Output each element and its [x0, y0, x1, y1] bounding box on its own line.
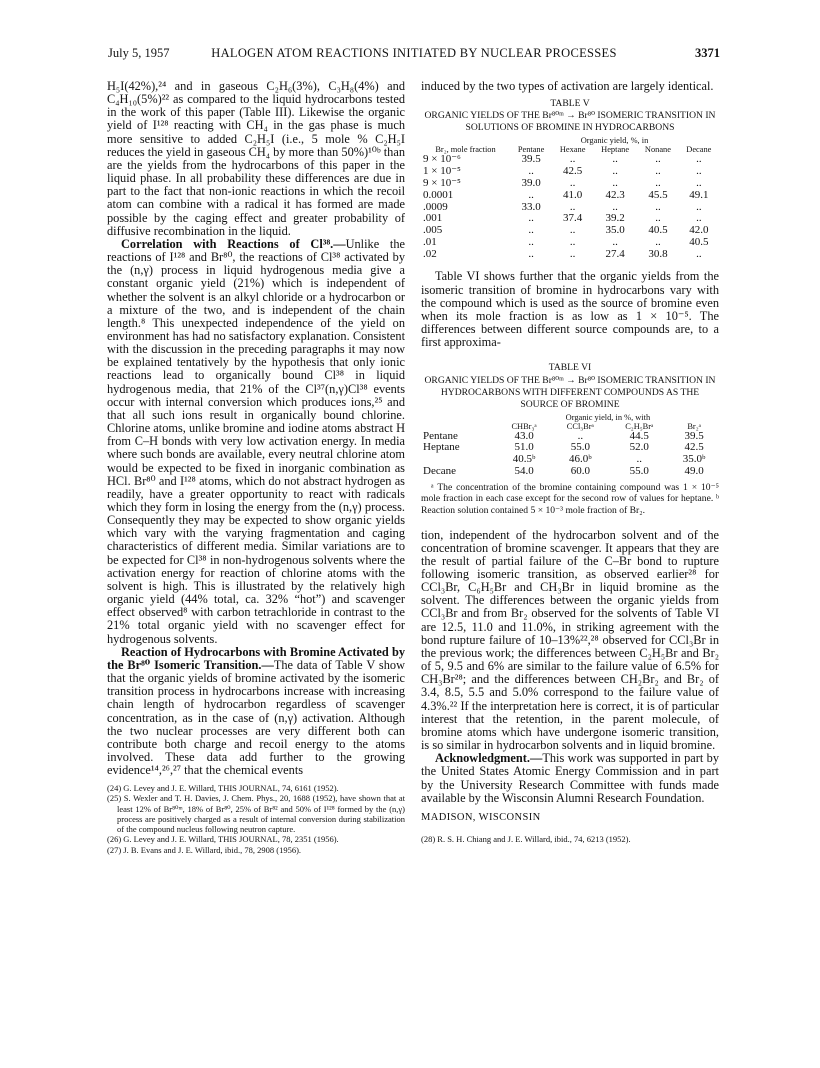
table-cell: .02	[423, 247, 437, 260]
left-column	[107, 80, 405, 855]
table-cell: ..	[655, 165, 661, 178]
paragraph-text: Unlike the reactions of I¹²⁸ and Br⁸⁰, the reactions of Cl³⁸ activated by the (n,γ) process in liquid hydrogenous media give a constant organic yield (21%) which is independent of whether the solvent is an alkyl chloride or a hydrocarbon or a mixture of the two, and is independent of the chain length.⁸ This unexpected independence of the yield on environment has had no satisfactory explanation. Consistent with the discussion in the preceding paragraphs it may now be explained tentatively by the hypothesis that only ionic reactions lead to organically bound Cl³⁸ in liquid hydrogenous media, that 21% of the Cl³⁷(n,γ)Cl³⁸ events occur with internal conversion which produces ions,²⁵ and that all such ions result in organically bound chlorine. Chlorine atoms, unlike bromine and iodine atoms abstract H from C–H bonds with very low activation energy. In media where such bonds are available, every neutral chlorine atom would be expected to be fixed in inorganic combination as HCl. Br⁸⁰ and I¹²⁸ atoms, which do not abstract hydrogen as readily, have a greater opportunity to react with radicals which they form in losing the energy from the (n,γ) process. Consequently they may be expected to show organic yields which vary with the varying fragmentation and caging characteristics of different media. Similar variations are to be expected for Cl³⁸ in non-hydrogenous solvents where the activation energy for reaction of chlorine atoms with the solvent is high. This is illustrated by the relatively high organic yield (44% total, ca. 32% “hot”) and scavenger effect observed⁸ with carbon tetrachloride in contrast to the 21% total organic yield with no scavenger effect for hydrogenous solvents.	[107, 236, 405, 646]
paragraph-text: The data of Table V show that the organic yields of bromine activated by the isomeric transition process in hydrocarbons increase with increasing chain length of hydrocarbon regardless of scavenger concentration, as in the case of (n,γ) activation. Although the two nuclear processes are very different both can contribute both charge and recoil energy to the atoms involved. These data add further to the growing evidence¹⁴,²⁶,²⁷ that the chemical events	[107, 657, 405, 778]
table-header	[421, 136, 510, 145]
table-cell: 1 × 10⁻⁵	[423, 165, 461, 178]
table-group-header: Organic yield, %, in	[580, 136, 649, 146]
table-title: ORGANIC YIELDS OF THE Br⁸⁰ᵐ → Br⁸⁰ ISOMERIC TRANSITION IN SOLUTIONS OF BROMINE IN HYDROCARBONS	[424, 110, 716, 134]
table-cell: 37.4	[563, 212, 583, 225]
table-cell: 35.0	[605, 224, 625, 237]
table-note: ᵃ The concentration of the bromine containing compound was 1 × 10⁻⁵ mole fraction in each case except for the second row of values for heptane. ᵇ Reaction solution contained 5 × 10⁻³ mole fraction of Br₂.	[421, 481, 719, 516]
table-cell: ..	[612, 200, 618, 213]
table-header: Hexane	[559, 145, 586, 155]
table-cell: .0009	[423, 200, 448, 213]
table-cell: ..	[696, 212, 702, 225]
table-cell: ..	[655, 235, 661, 248]
section-heading: Acknowledgment.—	[435, 751, 543, 766]
table-cell: .005	[423, 224, 443, 237]
table-cell: ..	[528, 235, 534, 248]
table-row	[421, 454, 719, 466]
table-cell: 39.0	[521, 176, 541, 189]
footnote: (27) J. B. Evans and J. E. Willard, ibid., 78, 2908 (1956).	[107, 844, 302, 855]
table-row	[421, 178, 719, 190]
table-title: ORGANIC YIELDS OF THE Br⁸⁰ᵐ → Br⁸⁰ ISOMERIC TRANSITION IN HYDROCARBONS WITH DIFFERENT COMPOUNDS AS THE SOURCE OF BROMINE	[424, 374, 716, 410]
footnote: (26) G. Levey and J. E. Willard, THIS JOURNAL, 78, 2351 (1956).	[107, 834, 339, 845]
table-cell: 42.5	[563, 165, 583, 178]
running-header	[108, 46, 720, 62]
header-title: HALOGEN ATOM REACTIONS INITIATED BY NUCLEAR PROCESSES	[211, 46, 617, 60]
paragraph: H₅I(42%),²⁴ and in gaseous C₂H₆(3%), C₃H₈(4%) and C₄H₁₀(5%)²² as compared to the liquid hydrocarbons tested in the work of this paper (Table III). Likewise the organic yield of I¹²⁸ reacting with CH₄ in the gas phase is much more sensitive to added C₂H₅I (i.e., 5 mole % C₂H₅I reduces the yield in gaseous CH₄ by more than 50%)¹⁰ᵇ than are the yields from the hydrocarbons of this paper in the liquid phase. In all probability these differences are due in part to the fact that non-ionic reactions in which the recoil atom can combine with a radical it has formed are made possible by the caging effect and greater probability of diffusive recombination in the liquid.	[107, 79, 405, 238]
table-header: Br₂ᵃ	[687, 421, 701, 431]
table-cell: 49.0	[684, 464, 704, 477]
table-cell: ..	[577, 429, 584, 442]
table-cell: 9 × 10⁻⁶	[423, 153, 461, 166]
table-cell: 44.5	[629, 429, 649, 442]
table-header: Br₂, mole fraction	[435, 145, 496, 155]
table-cell: 35.0ᵇ	[682, 453, 706, 466]
affiliation	[421, 811, 719, 824]
table-header	[421, 413, 497, 422]
table-cell: ..	[696, 247, 702, 260]
table-group-header: Organic yield, in %, with	[565, 412, 651, 422]
table-cell: ..	[612, 153, 618, 166]
table-cell: 52.0	[629, 441, 649, 454]
table-cell: 39.5	[684, 429, 704, 442]
paragraph: induced by the two types of activation are largely identical.	[421, 79, 714, 93]
table-cell: 55.0	[570, 441, 590, 454]
table-cell: 0.0001	[423, 188, 454, 201]
table-cell: ..	[655, 200, 661, 213]
footnote: (28) R. S. H. Chiang and J. E. Willard, ibid., 74, 6213 (1952).	[421, 833, 631, 844]
table-cell: 42.0	[689, 224, 709, 237]
table-caption: TABLE VI	[548, 362, 592, 374]
footnotes	[107, 783, 405, 854]
footnote: (24) G. Levey and J. E. Willard, THIS JOURNAL, 74, 6161 (1952).	[107, 783, 339, 794]
table-header: Heptane	[601, 145, 630, 155]
table-cell: ..	[569, 224, 576, 237]
table-cell: 41.0	[563, 188, 583, 201]
table-cell: 39.2	[605, 212, 625, 225]
paragraph: tion, independent of the hydrocarbon solvent and of the concentration of bromine scavenger. It appears that they are the result of partial failure of the C–Br bond to rupture following isomeric transition, as observed earlier²⁸ for CCl₃Br, C₆H₅Br and CH₃Br in liquid bromine as the solvent. The differences between the organic yields from CCl₃Br and from Br₂ observed for the solvents of Table VI are 12.5, 11.0 and 11.0%, in striking agreement with the bond rupture failure of 10–13%²²,²⁸ observed for CCl₃Br in the previous work; the differences between C₂H₅Br and Br₂ of 5, 9.5 and 6% are similar to the failure value of 6.5% for CH₃Br²⁸; and the differences between CH₂Br₂ and Br₂ of 3.4, 8.5, 5.5 and 5.0% correspond to the failure value of 4.3%.²² If the interpretation here is correct, it is of particular interest that the retention, in the parent molecule, of bromine atoms which have undergone isomeric transition, is so similar in hydrocarbon solvents and in liquid bromine.	[421, 527, 719, 753]
table-cell: ..	[636, 453, 643, 466]
table-cell: 43.0	[514, 429, 534, 442]
table-cell: ..	[612, 176, 618, 189]
table-cell: ..	[569, 153, 576, 166]
table-cell: 51.0	[514, 441, 534, 454]
table-cell: 42.5	[684, 441, 704, 454]
table-cell: 60.0	[570, 464, 590, 477]
table-cell: .001	[423, 212, 443, 225]
table-caption: TABLE V	[550, 98, 590, 110]
table-cell: 30.8	[648, 247, 668, 260]
table-cell: ..	[528, 212, 534, 225]
table-cell: ..	[696, 176, 702, 189]
page-number: 3371	[695, 46, 720, 60]
table-cell: ..	[696, 200, 702, 213]
paragraph	[107, 238, 405, 646]
table-cell: 46.0ᵇ	[568, 453, 592, 466]
table-header: CHBr₃ᵃ	[511, 421, 537, 431]
table-cell: 45.5	[648, 188, 668, 201]
table-cell: 27.4	[605, 247, 625, 260]
table-cell: ..	[528, 247, 534, 260]
footnotes	[421, 834, 719, 844]
table-row	[421, 249, 719, 261]
paragraph	[107, 646, 405, 778]
table-cell: ..	[655, 153, 661, 166]
right-column	[421, 80, 719, 844]
table-cell: ..	[569, 235, 576, 248]
section-heading: Correlation with Reactions of Cl³⁸.—	[121, 236, 346, 251]
table-cell: ..	[528, 165, 534, 178]
table-header: Decane	[686, 145, 712, 155]
table-header: CCl₃Brᵃ	[566, 421, 594, 431]
table-cell: Heptane	[423, 441, 460, 454]
table-cell: 55.0	[629, 464, 649, 477]
table-row	[421, 466, 719, 478]
table-cell: .01	[423, 235, 437, 248]
header-date: July 5, 1957	[108, 46, 170, 60]
table-cell: Pentane	[423, 429, 458, 442]
table-cell: ..	[569, 176, 576, 189]
table-cell: ..	[655, 212, 661, 225]
table-header: Nonane	[644, 145, 671, 155]
paragraph: Table VI shows further that the organic yields from the isomeric transition of bromine in hydrocarbons vary with the compound which is used as the source of bromine even when its mole fraction is as low as 1 × 10⁻⁵. The differences between different source compounds are, to a first approxima-	[421, 269, 719, 350]
table-cell: ..	[528, 188, 534, 201]
table-cell: ..	[696, 165, 702, 178]
table-cell: 40.5	[648, 224, 668, 237]
table-cell: 33.0	[521, 200, 541, 213]
table-cell: 42.3	[605, 188, 625, 201]
table-cell: Decane	[423, 464, 456, 477]
table-cell: ..	[612, 165, 618, 178]
affiliation-text: MADISON, WISCONSIN	[421, 811, 541, 823]
table-cell: ..	[696, 153, 702, 166]
table-cell: 49.1	[689, 188, 709, 201]
table-cell: 54.0	[514, 464, 534, 477]
table-cell: ..	[528, 224, 534, 237]
table-row	[421, 190, 719, 202]
footnote: (25) S. Wexler and T. H. Davies, J. Chem. Phys., 20, 1688 (1952), have shown that at least 12% of Br⁸⁰ᵐ, 18% of Br⁸⁰, 25% of Br⁸² and 50% of I¹²⁸ formed by the (n,γ) process are positively charged as a result of internal conversion during stabilization of the compound nucleus following neutron capture.	[107, 793, 405, 835]
paragraph	[421, 752, 719, 805]
table-cell: 40.5	[689, 235, 709, 248]
table-vi	[421, 413, 719, 478]
paragraph-text: This work was supported in part by the United States Atomic Energy Commission and in part by the University Research Committee with funds made available by the Wisconsin Alumni Research Foundation.	[421, 751, 719, 805]
table-cell: 9 × 10⁻⁵	[423, 176, 461, 189]
table-cell: 40.5ᵇ	[512, 453, 536, 466]
table-cell: ..	[612, 235, 618, 248]
table-v	[421, 136, 719, 260]
table-cell: 39.5	[521, 153, 541, 166]
table-row	[421, 431, 719, 443]
table-cell: ..	[569, 200, 576, 213]
table-row	[421, 237, 719, 249]
section-heading: Reaction of Hydrocarbons with Bromine Activated by the Br⁸⁰ Isomeric Transition.—	[107, 644, 405, 672]
table-header: Pentane	[517, 145, 545, 155]
table-cell: ..	[569, 247, 576, 260]
table-header: C₂H₅Brᵃ	[625, 421, 654, 431]
table-cell: ..	[655, 176, 661, 189]
